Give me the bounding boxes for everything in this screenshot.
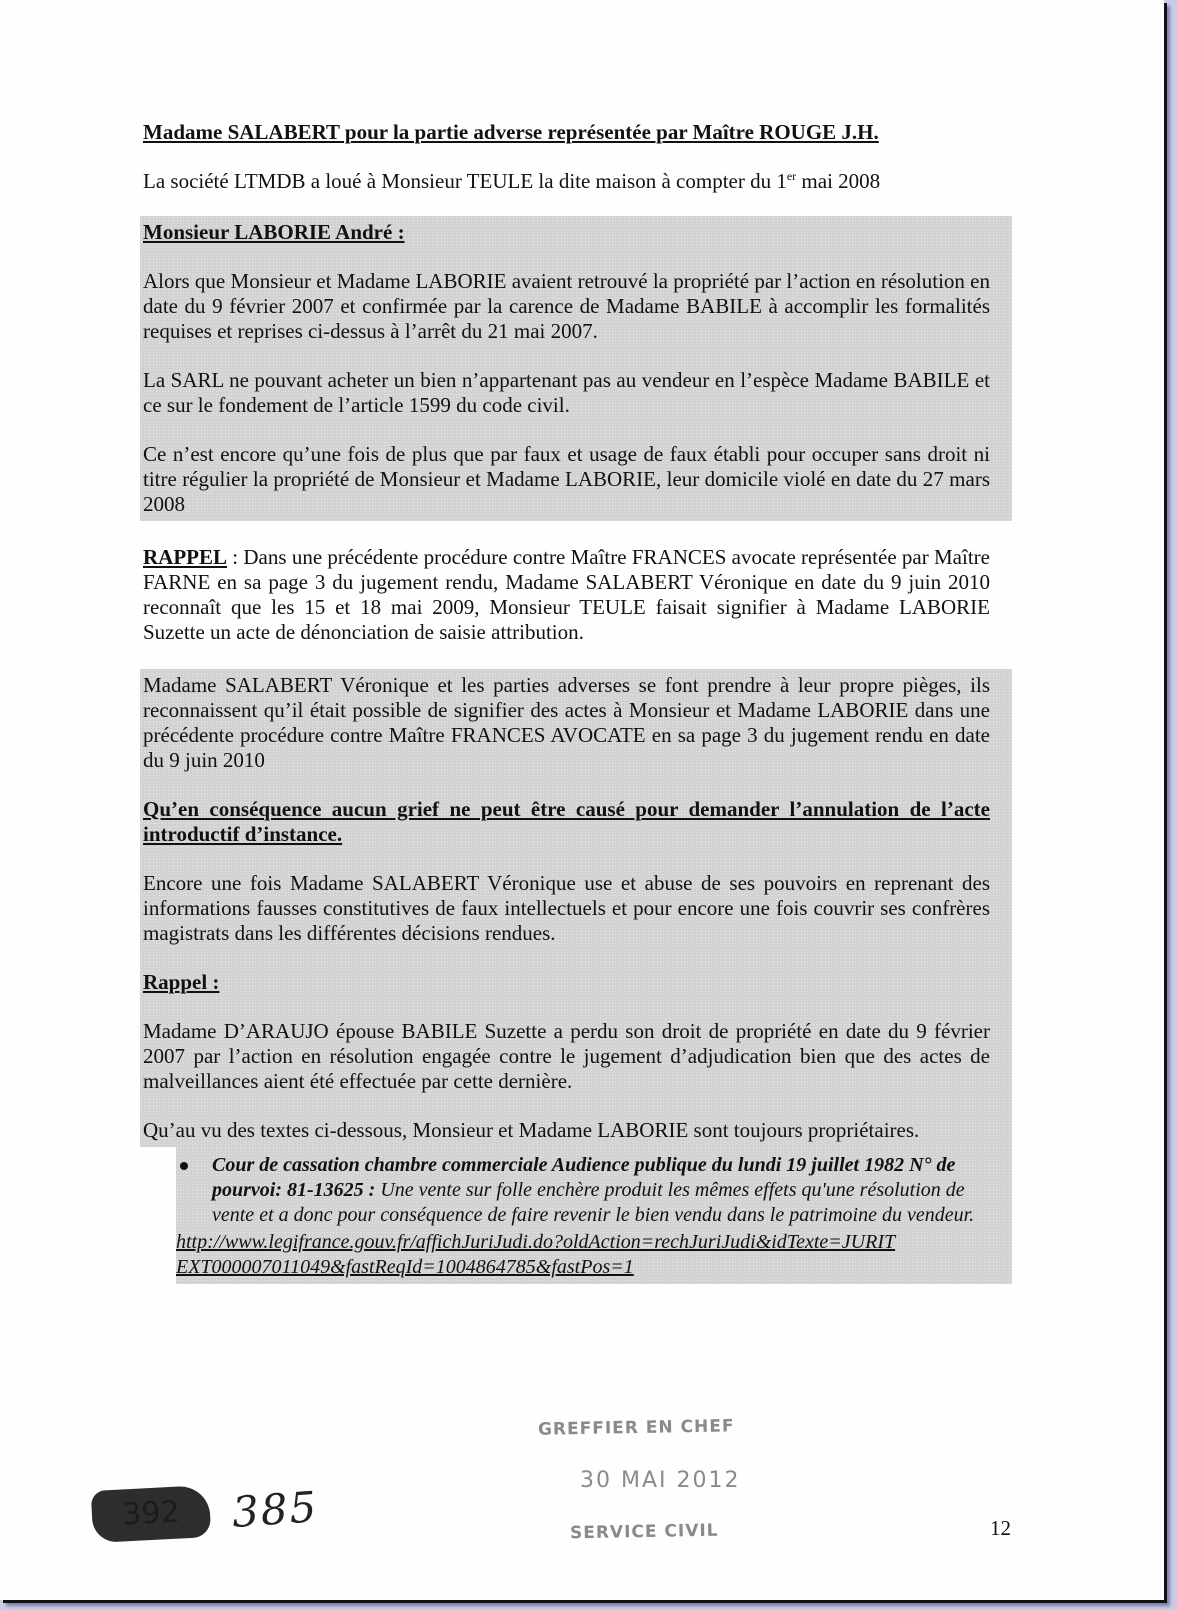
section1-paragraph-2: La SARL ne pouvant acheter un bien n’appartenant pas au vendeur en l’espèce Madame BABILE et ce sur le fondement de l’article 1599 du code civil. [143, 368, 990, 417]
section1-paragraph-3: Ce n’est encore qu’une fois de plus que par faux et usage de faux établi pour occuper sans droit ni titre régulier la propriété de Monsieur et Madame LABORIE, leur domicile violé en date du 27 mars 2008 [143, 442, 990, 516]
highlight-block-2 [140, 669, 1012, 1147]
intro-text: La société LTMDB a loué à Monsieur TEULE la dite maison à compter du 1 [143, 169, 787, 193]
blotted-number: 392 [121, 1494, 181, 1533]
handwritten-page-number: 385 [230, 1482, 320, 1537]
blotted-page-number [91, 1485, 212, 1543]
highlight-block-1 [140, 216, 1012, 521]
page-number: 12 [990, 1516, 1011, 1540]
rappel-heading: Rappel : [143, 970, 220, 994]
citation-text [212, 1153, 1012, 1228]
intro-paragraph [140, 169, 1012, 194]
stamp-service: SERVICE CIVIL [569, 1520, 719, 1544]
rappel-label: RAPPEL [143, 545, 227, 569]
citation-url-line-1[interactable]: http://www.legifrance.gouv.fr/affichJuriJudi.do?oldAction=rechJuriJudi&idTexte=JURIT [176, 1231, 896, 1253]
citation-body: Une vente sur folle enchère produit les mêmes effets qu'une résolution de vente et a donc pour conséquence de faire revenir le bien vendu dans le patrimoine du vendeur. [212, 1179, 975, 1226]
document-heading: Madame SALABERT pour la partie adverse représentée par Maître ROUGE J.H. [143, 120, 879, 144]
highlight-block-3 [176, 1147, 1012, 1284]
citation-url-line-2[interactable]: EXT000007011049&fastReqId=1004864785&fastPos=1 [176, 1256, 634, 1278]
citation-item [176, 1153, 1012, 1228]
rappel-paragraph [140, 545, 1012, 645]
section2-paragraph-3: Madame D’ARAUJO épouse BABILE Suzette a perdu son droit de propriété en date du 9 février 2007 par l’action en résolution engagée contre le jugement d’adjudication bien que des actes de malveillances aient été effectuée par cette dernière. [143, 1019, 990, 1093]
section2-paragraph-1: Madame SALABERT Véronique et les parties adverses se font prendre à leur propre pièges, ils reconnaissent qu’il était possible de signifier des actes à Monsieur et Madame LABORIE dans une précédente procédure contre Maître FRANCES AVOCATE en sa page 3 du jugement rendu en date du 9 juin 2010 [143, 673, 990, 772]
bullet-icon [180, 1162, 188, 1170]
stamp-date: 30 MAI 2012 [580, 1468, 741, 1493]
section1-heading: Monsieur LABORIE André : [143, 220, 405, 244]
document-body [140, 120, 1012, 1284]
citation-link[interactable] [176, 1228, 1012, 1280]
citation-title: Cour de cassation chambre commerciale Audience publique du lundi 19 juillet 1982 N° de pourvoi: 81-13625 : [212, 1154, 956, 1201]
section2-paragraph-2: Encore une fois Madame SALABERT Véronique use et abuse de ses pouvoirs en reprenant des informations fausses constitutives de faux intellectuels et pour encore une fois couvrir ses confrères magistrats dans les différentes décisions rendues. [143, 871, 990, 945]
section1-paragraph-1: Alors que Monsieur et Madame LABORIE avaient retrouvé la propriété par l’action en résolution en date du 9 février 2007 et confirmée par la carence de Madame BABILE à accomplir les formalités requises et reprises ci-dessus à l’arrêt du 21 mai 2007. [143, 269, 990, 343]
intro-superscript: er [786, 169, 797, 183]
rappel-text: : Dans une précédente procédure contre Maître FRANCES avocate représentée par Maître FARNE en sa page 3 du jugement rendu, Madame SALABERT Véronique en date du 9 juin 2010 reconnaît que les 15 et 18 mai 2009, Monsieur TEULE faisait signifier à Madame LABORIE Suzette un acte de dénonciation de saisie attribution. [143, 545, 990, 644]
section2-paragraph-4: Qu’au vu des textes ci-dessous, Monsieur et Madame LABORIE sont toujours propriétaires. [143, 1118, 920, 1142]
intro-text-end: mai 2008 [796, 169, 881, 193]
conclusion-statement: Qu’en conséquence aucun grief ne peut être causé pour demander l’annulation de l’acte introductif d’instance. [143, 797, 990, 846]
stamp-clerk-title: GREFFIER EN CHEF [537, 1416, 735, 1440]
